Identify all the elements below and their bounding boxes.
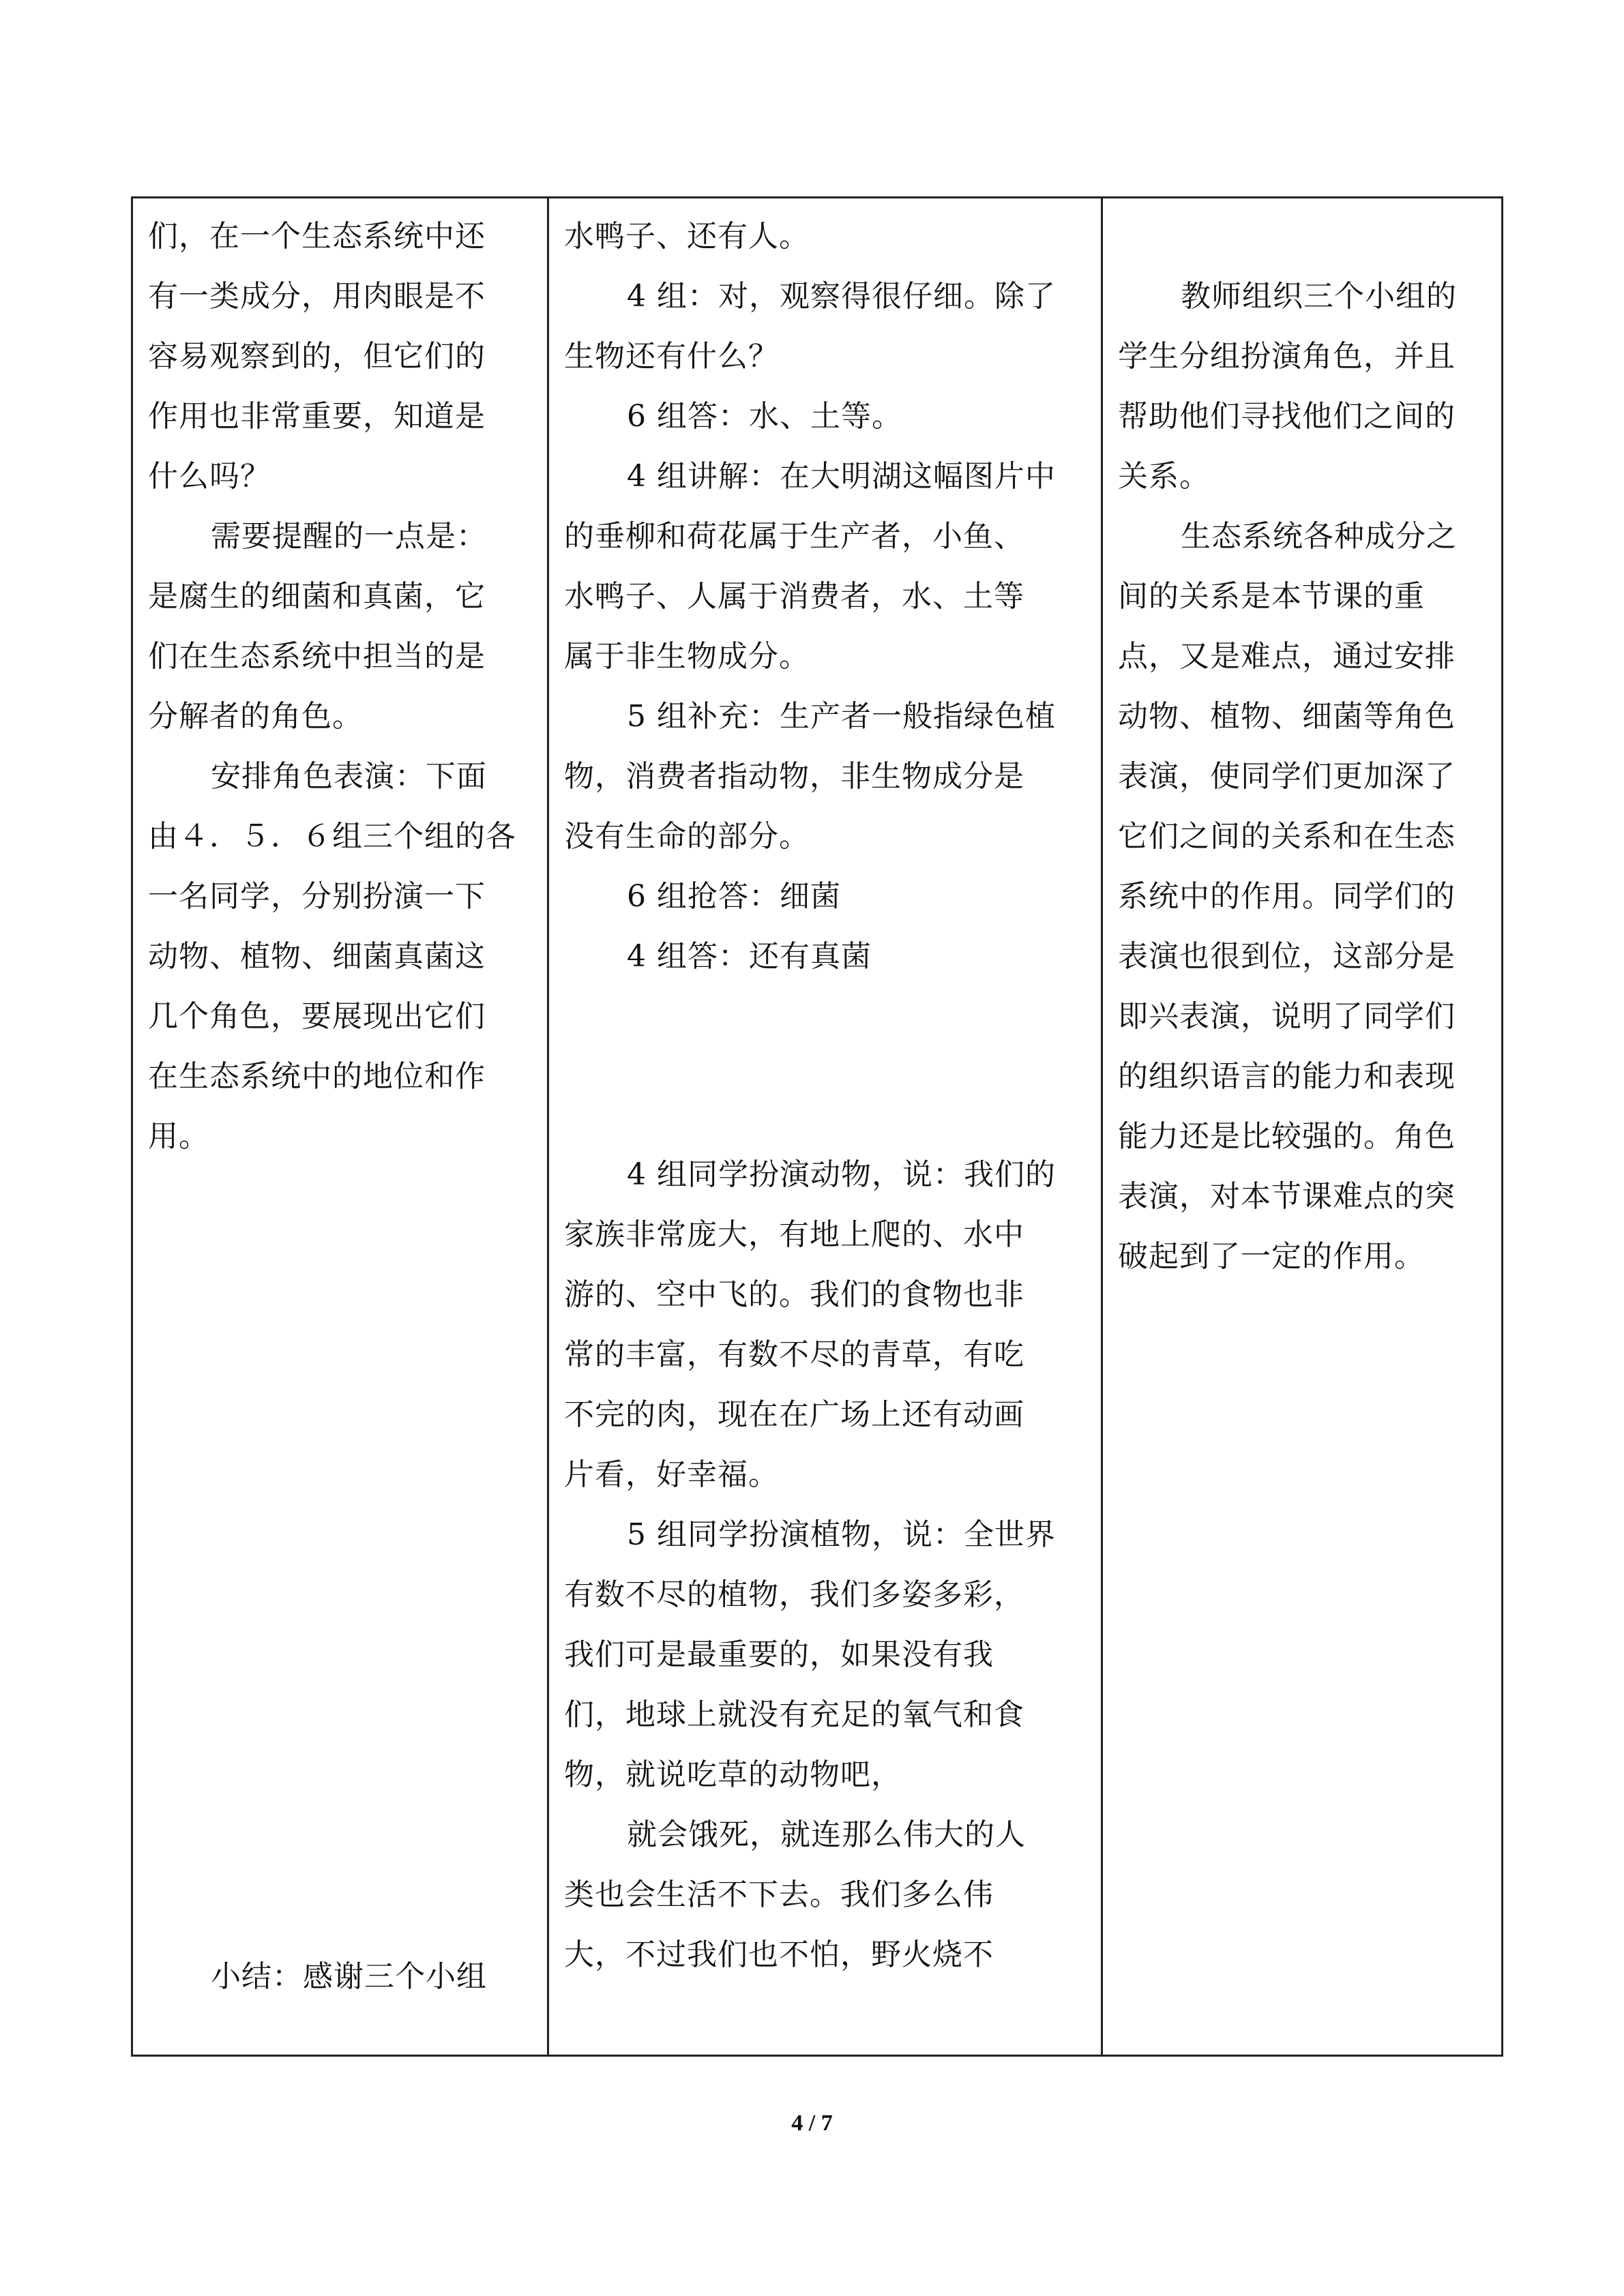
- col-mid-block-a: [564, 207, 1091, 987]
- teacher-activity-column: [133, 198, 549, 2055]
- text-line: 物，就说吃草的动物吧，: [564, 1757, 902, 1792]
- text-line: 生物还有什么？: [564, 339, 779, 374]
- text-line: 水鸭子、还有人。: [564, 219, 810, 254]
- text-line: 们，在一个生态系统中还: [148, 219, 486, 254]
- text-line: 4 组讲解：在大明湖这幅图片中: [627, 459, 1056, 494]
- text-line: 4 组答：还有真菌: [627, 939, 872, 974]
- text-line: 教师组织三个小组的: [1181, 279, 1457, 314]
- text-line: 安排角色表演：下面: [211, 759, 487, 794]
- text-line: 6 组答：水、土等。: [627, 399, 902, 434]
- text-line: 需要提醒的一点是：: [211, 519, 487, 554]
- text-line: 大，不过我们也不怕，野火烧不: [564, 1937, 994, 1972]
- text-line: 动物、植物、细菌等角色: [1118, 699, 1456, 734]
- text-line: 的垂柳和荷花属于生产者，小鱼、: [564, 519, 1024, 554]
- text-line: 能力还是比较强的。角色: [1118, 1119, 1456, 1154]
- text-line: 有数不尽的植物，我们多姿多彩，: [564, 1577, 1024, 1612]
- text-line: 间的关系是本节课的重: [1118, 579, 1425, 614]
- text-line: 破起到了一定的作用。: [1118, 1239, 1425, 1274]
- text-line: 属于非生物成分。: [564, 639, 810, 674]
- text-line: 即兴表演，说明了同学们: [1118, 999, 1456, 1034]
- text-line: 帮助他们寻找他们之间的: [1118, 399, 1456, 434]
- text-line: 一名同学，分别扮演一下: [148, 879, 486, 914]
- text-line: 几个角色，要展现出它们: [148, 999, 486, 1034]
- text-line: 类也会生活不下去。我们多么伟: [564, 1877, 994, 1912]
- text-line: 什么吗？: [148, 459, 271, 494]
- text-line: 就会饿死，就连那么伟大的人: [627, 1817, 1026, 1852]
- text-line: 表演，对本节课难点的突: [1118, 1179, 1456, 1214]
- text-line: 片看，好幸福。: [564, 1457, 779, 1492]
- text-line: 容易观察到的，但它们的: [148, 339, 486, 374]
- text-line: 是腐生的细菌和真菌，它: [148, 579, 486, 614]
- text-line: 作用也非常重要，知道是: [148, 399, 486, 434]
- design-intent-column: [1103, 198, 1501, 2055]
- text-line: 4 组：对，观察得很仔细。除了: [627, 279, 1056, 314]
- text-line: 分解者的角色。: [148, 699, 363, 734]
- text-line: 游的、空中飞的。我们的食物也非: [564, 1277, 1024, 1312]
- text-line: 小结：感谢三个小组: [211, 1959, 487, 1994]
- lesson-table: [131, 196, 1503, 2057]
- text-line: 物，消费者指动物，非生物成分是: [564, 759, 1024, 794]
- col-left-block-a: [148, 207, 537, 1167]
- text-line: 的组织语言的能力和表现: [1118, 1059, 1456, 1094]
- text-line: 由４．５．６组三个组的各: [148, 819, 516, 854]
- text-line: 系统中的作用。同学们的: [1118, 879, 1456, 914]
- text-line: 水鸭子、人属于消费者，水、土等: [564, 579, 1024, 614]
- text-line: 点，又是难点，通过安排: [1118, 639, 1456, 674]
- text-line: 4 组同学扮演动物，说：我们的: [627, 1157, 1056, 1192]
- text-line: 在生态系统中的地位和作: [148, 1059, 486, 1094]
- text-line: 没有生命的部分。: [564, 819, 810, 854]
- text-line: 动物、植物、细菌真菌这: [148, 939, 486, 974]
- col-right-block-a: [1118, 267, 1492, 1287]
- text-line: 有一类成分，用肉眼是不: [148, 279, 486, 314]
- text-line: 5 组同学扮演植物，说：全世界: [627, 1517, 1056, 1552]
- text-line: 表演也很到位，这部分是: [1118, 939, 1456, 974]
- text-line: 生态系统各种成分之: [1181, 519, 1457, 554]
- text-line: 们在生态系统中担当的是: [148, 639, 486, 674]
- text-line: 表演，使同学们更加深了: [1118, 759, 1456, 794]
- col-mid-block-b: [564, 1145, 1091, 1985]
- col-left-block-b: [148, 1947, 537, 2007]
- text-line: 关系。: [1118, 459, 1210, 494]
- text-line: 6 组抢答：细菌: [627, 879, 841, 914]
- page-number: 4 / 7: [791, 2111, 833, 2136]
- text-line: 它们之间的关系和在生态: [1118, 819, 1456, 854]
- text-line: 5 组补充：生产者一般指绿色植: [627, 699, 1056, 734]
- text-line: 我们可是最重要的，如果没有我: [564, 1637, 994, 1672]
- student-activity-column: [549, 198, 1103, 2055]
- text-line: 用。: [148, 1119, 209, 1154]
- text-line: 家族非常庞大，有地上爬的、水中: [564, 1217, 1024, 1252]
- text-line: 学生分组扮演角色，并且: [1118, 339, 1456, 374]
- text-line: 常的丰富，有数不尽的青草，有吃: [564, 1337, 1024, 1372]
- text-line: 们，地球上就没有充足的氧气和食: [564, 1697, 1024, 1732]
- text-line: 不完的肉，现在在广场上还有动画: [564, 1397, 1024, 1432]
